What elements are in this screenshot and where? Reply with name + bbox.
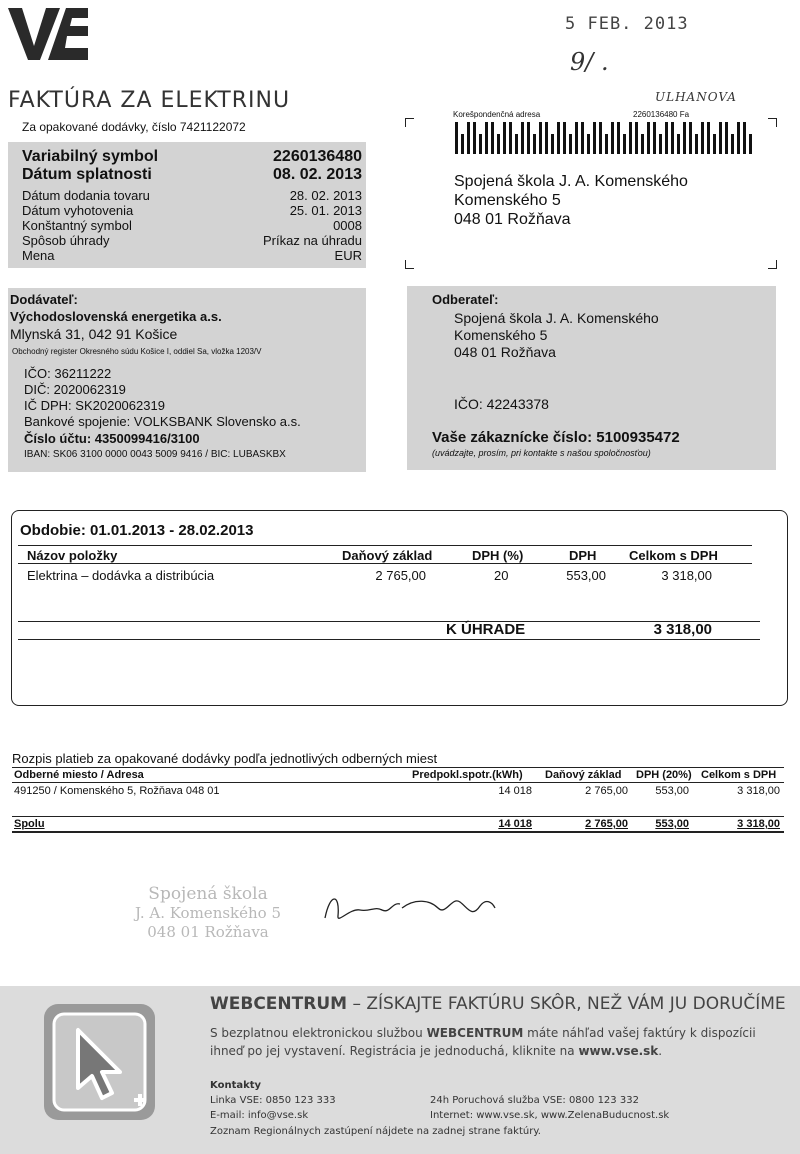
stamp-line: Spojená škola [148, 884, 268, 904]
stamp-line: 048 01 Rožňava [147, 923, 269, 941]
variable-symbol-row [22, 148, 362, 166]
item-vat-rate: 20 [494, 568, 509, 583]
item-total: 3 318,00 [661, 568, 712, 583]
supplier-bank: Bankové spojenie: VOLKSBANK Slovensko a.s. [24, 414, 301, 429]
due-date-row [22, 166, 362, 184]
customer-note: (uvádzajte, prosím, pri kontakte s našou spoločnosťou) [432, 448, 651, 458]
handwritten-mark: 9/ . [570, 48, 609, 76]
customer-line: Komenského 5 [454, 327, 548, 343]
supplier-heading: Dodávateľ: [10, 292, 78, 307]
breakdown-vat: 553,00 [655, 785, 689, 797]
correspondence-label: Korešpondenčná adresa [453, 110, 541, 119]
breakdown-header: Daňový základ [545, 769, 622, 781]
webcentrum-title-rest: – ZÍSKAJTE FAKTÚRU SKÔR, NEŽ VÁM JU DORUČÍME [347, 994, 786, 1014]
summary-row-value: EUR [334, 248, 362, 263]
webcentrum-cursor-icon [42, 1002, 157, 1122]
customer-line: Spojená škola J. A. Komenského [454, 310, 659, 326]
window-corner-mark [405, 118, 414, 127]
divider [12, 816, 784, 817]
webcentrum-text-line [210, 1024, 756, 1042]
customer-ico: IČO: 42243378 [454, 396, 549, 412]
invoice-subtitle: Za opakované dodávky, číslo 7421122072 [22, 120, 246, 134]
divider [12, 782, 784, 783]
received-stamp-date: 5 FEB. 2013 [565, 14, 689, 34]
variable-symbol-label: Variabilný symbol [22, 148, 159, 165]
window-corner-mark [405, 260, 414, 269]
correspondence-id: 2260136480 Fa [633, 110, 690, 119]
breakdown-header: Odberné miesto / Adresa [14, 769, 144, 781]
breakdown-tax-base: 2 765,00 [585, 785, 628, 797]
column-header: Názov položky [27, 548, 118, 563]
amount-due-label: K ÚHRADE [446, 621, 526, 638]
text-part: . [658, 1044, 663, 1058]
summary-row-value: 0008 [333, 218, 362, 233]
summary-row-label: Dátum vyhotovenia [22, 203, 134, 218]
webcentrum-text-line [210, 1042, 756, 1060]
supplier-vat-id: IČ DPH: SK2020062319 [24, 398, 165, 413]
summary-row-value: 28. 02. 2013 [289, 188, 362, 203]
webcentrum-title [210, 994, 786, 1014]
text-part: WEBCENTRUM [426, 1026, 524, 1040]
postal-barcode [455, 122, 755, 154]
text-part: ihneď po jej vystavení. Registrácia je jednoduchá, kliknite na [210, 1044, 579, 1058]
supplier-iban: IBAN: SK06 3100 0000 0043 5009 9416 / BIC: LUBASKBX [24, 449, 286, 460]
supplier-register: Obchodný register Okresného súdu Košice I, oddiel Sa, vložka 1203/V [12, 347, 262, 356]
breakdown-site: 491250 / Komenského 5, Rožňava 048 01 [14, 785, 220, 797]
item-tax-base: 2 765,00 [375, 568, 426, 583]
supplier-name: Východoslovenská energetika a.s. [10, 309, 222, 324]
handwritten-name: ULHANOVA [655, 90, 737, 104]
period-title: Obdobie: 01.01.2013 - 28.02.2013 [20, 522, 254, 539]
summary-row-value: 25. 01. 2013 [289, 203, 362, 218]
breakdown-total-sum: 3 318,00 [737, 818, 780, 830]
contact-line: Zoznam Regionálnych zastúpení nájdete na zadnej strane faktúry. [210, 1126, 541, 1137]
customer-heading: Odberateľ: [432, 292, 499, 307]
invoice-title: FAKTÚRA ZA ELEKTRINU [8, 88, 291, 113]
breakdown-consumption: 14 018 [498, 785, 532, 797]
webcentrum-link[interactable]: www.vse.sk [578, 1044, 659, 1058]
summary-row-label: Mena [22, 248, 55, 263]
summary-row [22, 218, 362, 233]
supplier-address: Mlynská 31, 042 91 Košice [10, 326, 178, 342]
text-part: S bezplatnou elektronickou službou [210, 1026, 427, 1040]
contact-email[interactable]: E-mail: info@vse.sk [210, 1110, 309, 1121]
divider [18, 639, 760, 640]
divider [18, 545, 752, 546]
divider [12, 767, 784, 768]
summary-row [22, 188, 362, 203]
window-corner-mark [768, 260, 777, 269]
breakdown-title: Rozpis platieb za opakované dodávky podľa jednotlivých odberných miest [12, 751, 438, 766]
breakdown-total: 3 318,00 [737, 785, 780, 797]
breakdown-total-tax-base: 2 765,00 [585, 818, 628, 830]
supplier-box [8, 288, 366, 472]
item-vat: 553,00 [566, 568, 606, 583]
customer-number: Vaše zákaznícke číslo: 5100935472 [432, 429, 680, 446]
webcentrum-title-strong: WEBCENTRUM [210, 994, 348, 1014]
school-stamp [135, 885, 281, 942]
supplier-account: Číslo účtu: 4350099416/3100 [24, 431, 200, 446]
stamp-line: J. A. Komenského 5 [135, 904, 282, 922]
divider [12, 831, 784, 833]
item-name: Elektrina – dodávka a distribúcia [27, 568, 215, 583]
period-items-box [11, 510, 788, 706]
summary-row-label: Dátum dodania tovaru [22, 188, 150, 203]
breakdown-header: DPH (20%) [636, 769, 692, 781]
summary-row [22, 248, 362, 263]
payment-summary-box [8, 142, 366, 268]
webcentrum-text [210, 1024, 756, 1060]
amount-due-value: 3 318,00 [653, 621, 712, 638]
customer-box [407, 286, 776, 470]
contact-internet[interactable]: Internet: www.vse.sk, www.ZelenaBuducnost.sk [430, 1110, 670, 1121]
handwritten-signature [320, 888, 500, 928]
column-header: DPH [569, 548, 597, 563]
variable-symbol-value: 2260136480 [273, 148, 362, 165]
supplier-dic: DIČ: 2020062319 [24, 382, 126, 397]
address-line: 048 01 Rožňava [454, 211, 571, 228]
due-date-label: Dátum splatnosti [22, 166, 152, 183]
breakdown-total-consumption: 14 018 [498, 818, 532, 830]
contacts-heading: Kontakty [210, 1080, 262, 1091]
contact-line: Linka VSE: 0850 123 333 [210, 1095, 336, 1106]
contact-line: 24h Poruchová služba VSE: 0800 123 332 [430, 1095, 639, 1106]
column-header: Celkom s DPH [629, 548, 718, 563]
column-header: DPH (%) [472, 548, 524, 563]
breakdown-header: Celkom s DPH [701, 769, 777, 781]
correspondence-address [454, 172, 688, 229]
text-part: máte náhľad vašej faktúry k dispozícii [523, 1026, 756, 1040]
customer-line: 048 01 Rožňava [454, 344, 556, 360]
breakdown-total-vat: 553,00 [655, 818, 689, 830]
breakdown-header: Predpokl.spotr.(kWh) [412, 769, 523, 781]
summary-row-value: Príkaz na úhradu [262, 233, 362, 248]
column-header: Daňový základ [342, 548, 433, 563]
summary-row-label: Spôsob úhrady [22, 233, 110, 248]
address-line: Spojená škola J. A. Komenského [454, 173, 688, 190]
summary-row [22, 203, 362, 218]
breakdown-total-label: Spolu [14, 818, 45, 830]
summary-row-label: Konštantný symbol [22, 218, 132, 233]
address-line: Komenského 5 [454, 192, 561, 209]
vse-logo [8, 8, 88, 60]
due-date-value: 08. 02. 2013 [273, 166, 362, 183]
divider [18, 563, 752, 564]
window-corner-mark [768, 118, 777, 127]
summary-row [22, 233, 362, 248]
supplier-ico: IČO: 36211222 [24, 366, 112, 381]
